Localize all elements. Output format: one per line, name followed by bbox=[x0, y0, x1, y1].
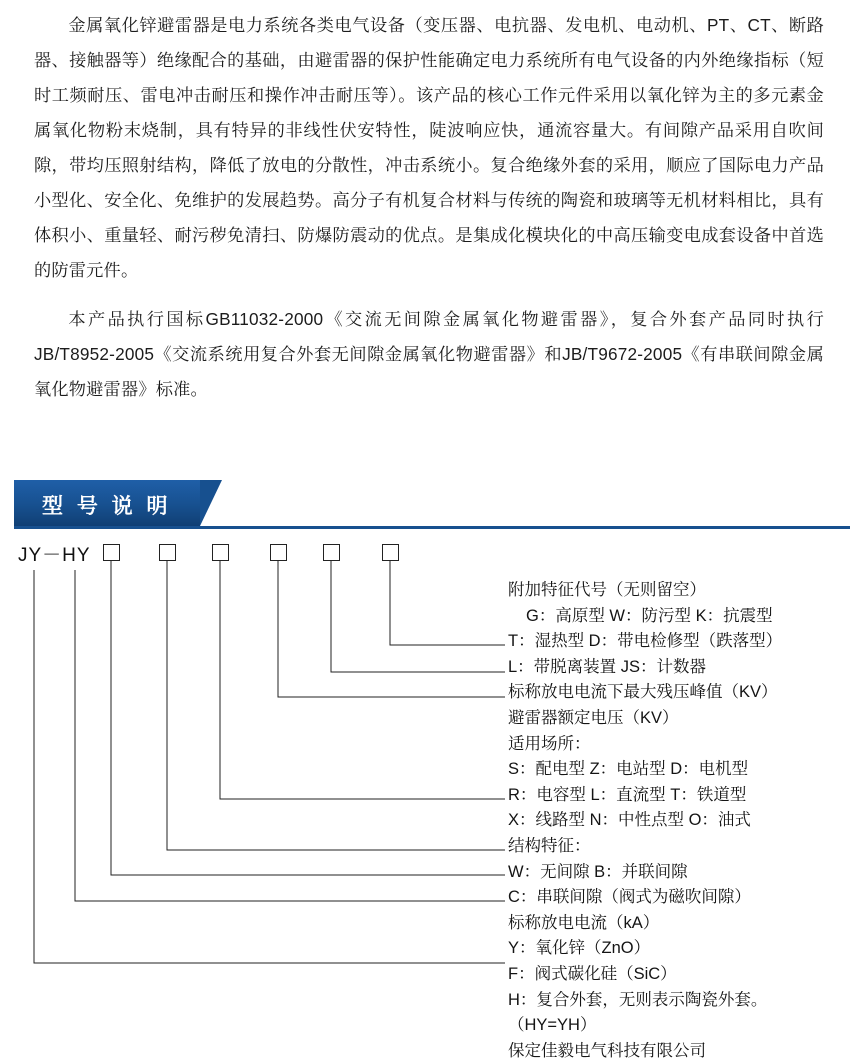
legend-line: L：带脱离装置 JS：计数器 bbox=[508, 657, 707, 676]
model-box-3 bbox=[212, 544, 229, 561]
banner-underline bbox=[14, 526, 850, 529]
legend-block bbox=[508, 578, 838, 1064]
legend-line: X：线路型 N：中性点型 O：油式 bbox=[508, 811, 751, 830]
legend-line: S：配电型 Z：电站型 D：电机型 bbox=[508, 760, 749, 779]
intro-paragraph-2: 本产品执行国标GB11032-2000《交流无间隙金属氧化物避雷器》，复合外套产品同时执行JB/T8952-2005《交流系统用复合外套无间隙金属氧化物避雷器》和JB/T9672-2005《有串联间隙金属氧化物避雷器》标准。 bbox=[34, 309, 824, 399]
section-title: 型 号 说 明 bbox=[42, 495, 172, 518]
banner-arrow-shape bbox=[200, 480, 222, 526]
intro-paragraph-1: 金属氧化锌避雷器是电力系统各类电气设备（变压器、电抗器、发电机、电动机、PT、CT、断路器、接触器等）绝缘配合的基础，由避雷器的保护性能确定电力系统所有电气设备的内外绝缘指标（短时工频耐压、雷电冲击耐压和操作冲击耐压等）。该产品的核心工作元件采用以氧化锌为主的多元素金属氧化物粉末烧制，具有特异的非线性伏安特性，陡波响应快，通流容量大。有间隙产品采用自吹间隙，带均压照射结构，降低了放电的分散性，冲击系统小。复合绝缘外套的采用，顺应了国际电力产品小型化、安全化、免维护的发展趋势。高分子有机复合材料与传统的陶瓷和玻璃等无机材料相比，具有体积小、重量轻、耐污秽免清扫、防爆防震动的优点。是集成化模块化的中高压输变电成套设备中首选的防雷元件。 bbox=[34, 15, 824, 280]
model-box-1 bbox=[103, 544, 120, 561]
intro-text-block bbox=[34, 8, 824, 407]
model-box-5 bbox=[323, 544, 340, 561]
model-box-2 bbox=[159, 544, 176, 561]
legend-line: G：高原型 W：防污型 K：抗震型 bbox=[526, 606, 773, 625]
legend-line: 标称放电电流下最大残压峰值（KV） bbox=[508, 683, 778, 702]
legend-line: 附加特征代号（无则留空） bbox=[508, 581, 706, 599]
model-code-prefix: JY－HY bbox=[18, 545, 91, 566]
legend-line: C：串联间隙（阀式为磁吹间隙） bbox=[508, 888, 751, 907]
legend-line: （HY=YH） bbox=[508, 1016, 597, 1035]
legend-line: W：无间隙 B：并联间隙 bbox=[508, 862, 688, 881]
legend-line: R：电容型 L：直流型 T：铁道型 bbox=[508, 785, 747, 804]
legend-line: 标称放电电流（kA） bbox=[508, 913, 660, 932]
legend-line: 适用场所： bbox=[508, 734, 591, 753]
legend-line: T：湿热型 D：带电检修型（跌落型） bbox=[508, 632, 783, 651]
legend-line: F：阀式碳化硅（SiC） bbox=[508, 964, 677, 983]
legend-line: Y：氧化锌（ZnO） bbox=[508, 939, 651, 958]
legend-line: H：复合外套，无则表示陶瓷外套。 bbox=[508, 990, 768, 1009]
model-box-4 bbox=[270, 544, 287, 561]
section-banner bbox=[14, 480, 222, 526]
model-box-6 bbox=[382, 544, 399, 561]
legend-line: 结构特征： bbox=[508, 836, 591, 855]
legend-line: 避雷器额定电压（KV） bbox=[508, 708, 679, 727]
legend-line-company: 保定佳毅电气科技有限公司 bbox=[508, 1041, 706, 1060]
